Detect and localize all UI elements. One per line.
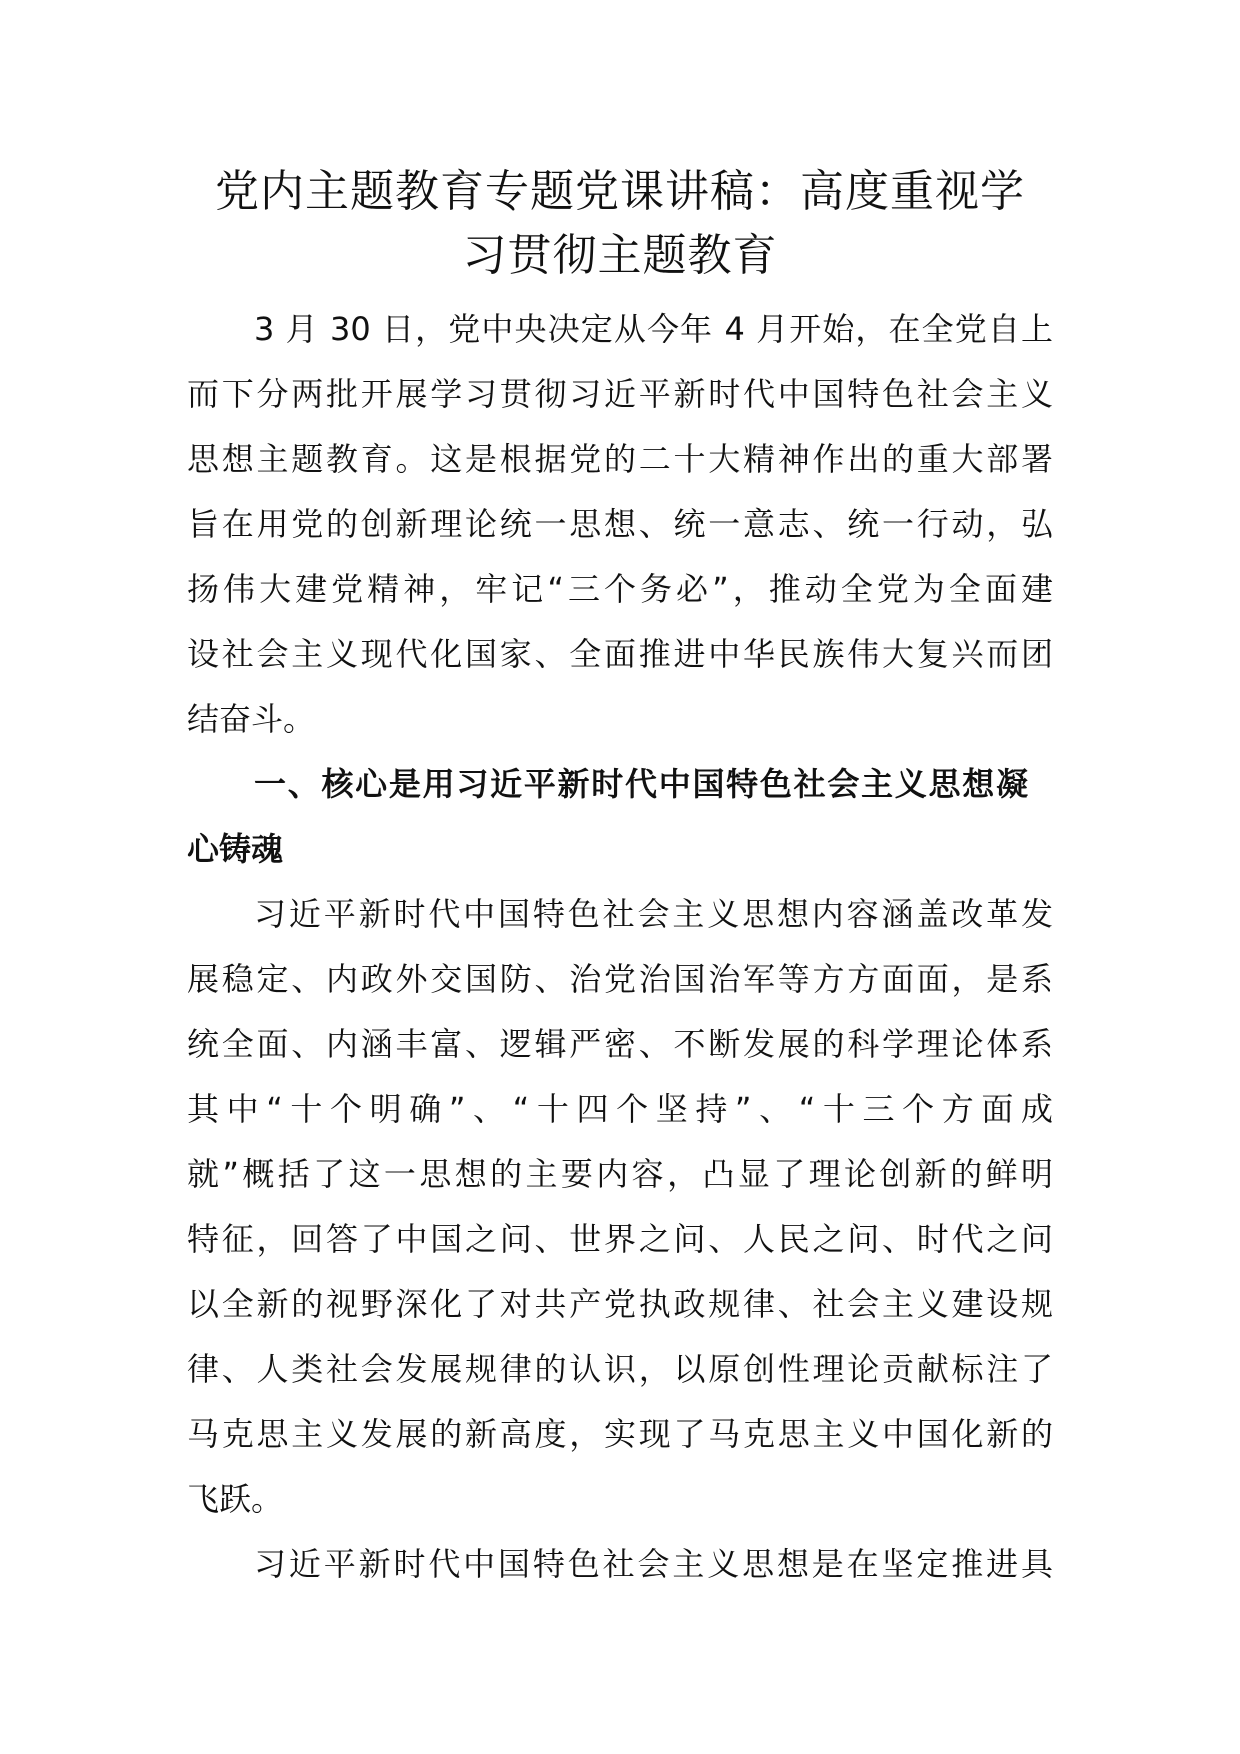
- paragraph-line: 马克思主义发展的新高度，实现了马克思主义中国化新的: [187, 1415, 1053, 1453]
- paragraph-line: 特征，回答了中国之问、世界之问、人民之问、时代之问: [187, 1220, 1053, 1258]
- paragraph-line: 设社会主义现代化国家、全面推进中华民族伟大复兴而团: [187, 635, 1053, 673]
- paragraph-line: 飞跃。: [187, 1480, 284, 1518]
- paragraph-line: 旨在用党的创新理论统一思想、统一意志、统一行动，弘: [187, 505, 1053, 543]
- paragraph-line: 律、人类社会发展规律的认识，以原创性理论贡献标注了: [187, 1350, 1053, 1388]
- document-title: [150, 160, 1090, 288]
- paragraph-line: 统全面、内涵丰富、逻辑严密、不断发展的科学理论体系: [187, 1025, 1053, 1063]
- paragraph-line: 结奋斗。: [187, 700, 316, 738]
- paragraph-line: 展稳定、内政外交国防、治党治国治军等方方面面，是系: [187, 960, 1053, 998]
- paragraph-line: 以全新的视野深化了对共产党执政规律、社会主义建设规: [187, 1285, 1053, 1323]
- paragraph-line: 习近平新时代中国特色社会主义思想内容涵盖改革发: [254, 895, 1053, 933]
- paragraph-line: 就”概括了这一思想的主要内容，凸显了理论创新的鲜明: [187, 1155, 1053, 1193]
- paragraph-line: 扬伟大建党精神，牢记“三个务必”，推动全党为全面建: [187, 570, 1053, 608]
- paragraph-line: 3 月 30 日，党中央决定从今年 4 月开始，在全党自上: [254, 310, 1053, 348]
- section-heading-line: 心铸魂: [187, 830, 284, 868]
- section-heading-line: 一、核心是用习近平新时代中国特色社会主义思想凝: [254, 765, 1028, 803]
- paragraph-line: 而下分两批开展学习贯彻习近平新时代中国特色社会主义: [187, 375, 1053, 413]
- paragraph-line: 其中“十个明确”、“十四个坚持”、“十三个方面成: [187, 1090, 1053, 1128]
- title-line-2: 习贯彻主题教育: [462, 230, 778, 281]
- paragraph-line: 思想主题教育。这是根据党的二十大精神作出的重大部署: [187, 440, 1053, 478]
- paragraph-line: 习近平新时代中国特色社会主义思想是在坚定推进具: [254, 1545, 1053, 1583]
- title-line-1: 党内主题教育专题党课讲稿：高度重视学: [215, 166, 1025, 217]
